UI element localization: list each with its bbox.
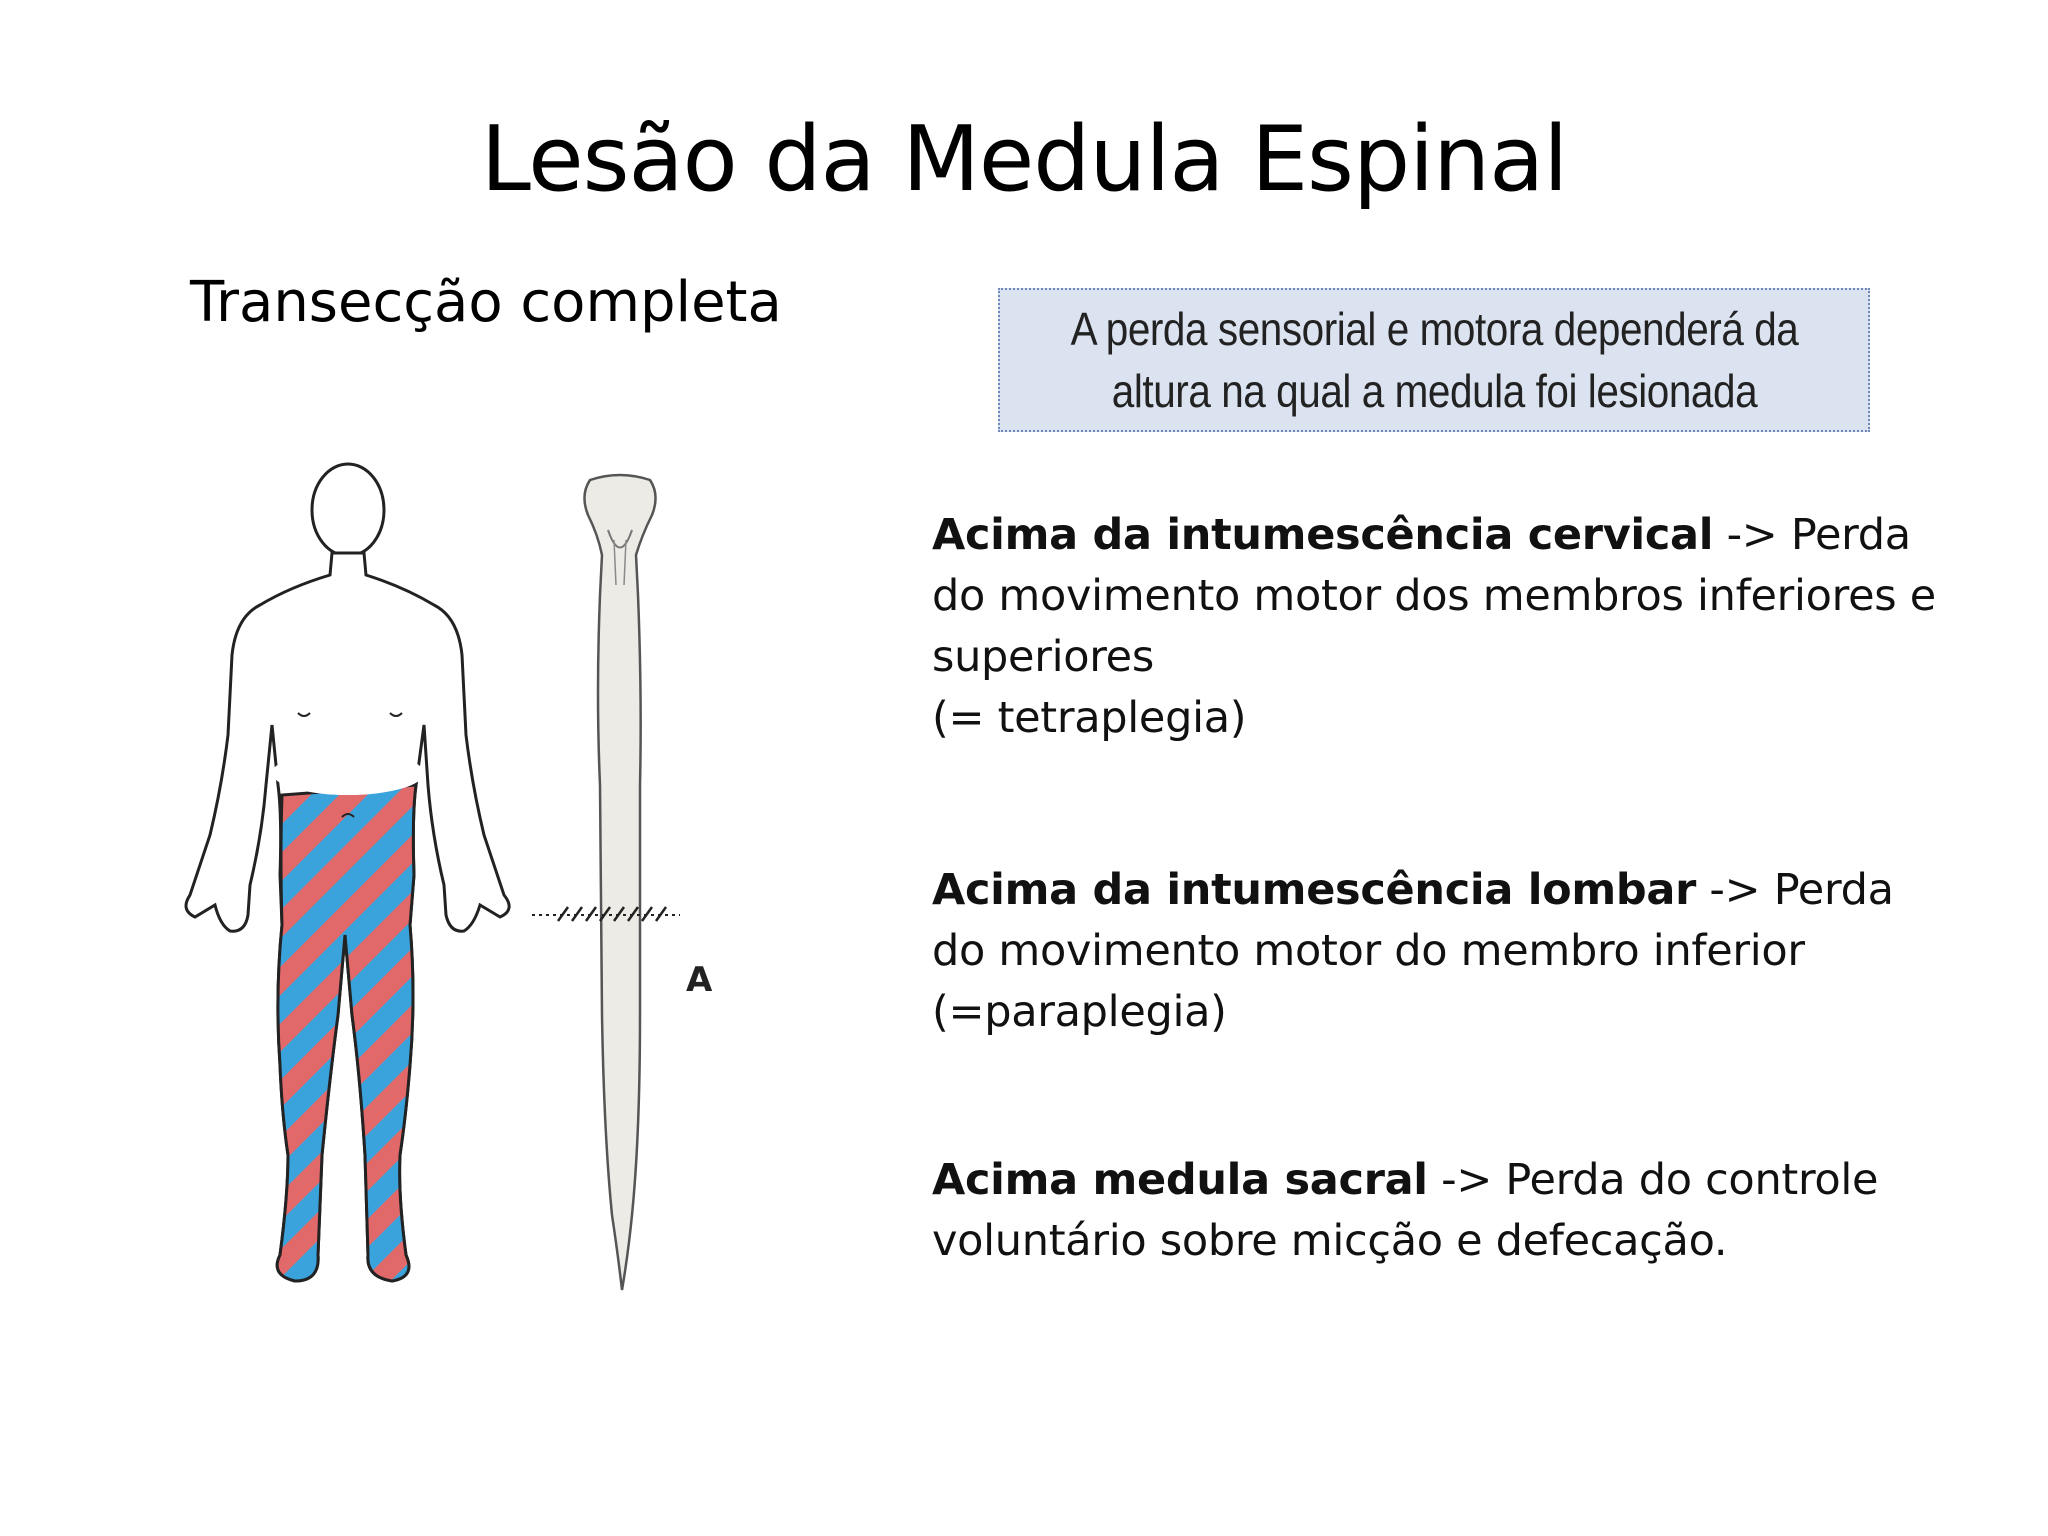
callout-line-1: A perda sensorial e motora dependerá da (1070, 303, 1798, 355)
callout-box (998, 288, 1870, 432)
callout-line-2: altura na qual a medula foi lesionada (1111, 365, 1757, 417)
figure-label-a: A (686, 960, 713, 1000)
item-cervical (932, 505, 1952, 749)
item-cervical-note: (= tetraplegia) (932, 693, 1247, 743)
slide-title: Lesão da Medula Espinal (480, 107, 1568, 212)
slide-subtitle: Transecção completa (190, 270, 782, 335)
item-lombar-bold: Acima da intumescência lombar (932, 865, 1697, 915)
spinal-injury-figure (170, 455, 770, 1355)
item-lombar (932, 860, 1952, 1043)
item-sacral-bold: Acima medula sacral (932, 1155, 1428, 1205)
spinal-cord (532, 475, 680, 1290)
item-sacral-text: -> Perda do controle voluntário sobre micção e defecação. (932, 1155, 1879, 1266)
item-cervical-text: -> Perda do movimento motor dos membros inferiores e superiores (932, 510, 1936, 682)
item-lombar-text: -> Perda do movimento motor do membro inferior (932, 865, 1894, 976)
affected-region (277, 785, 416, 1281)
item-sacral (932, 1150, 1952, 1272)
item-lombar-note: (=paraplegia) (932, 987, 1227, 1037)
item-cervical-bold: Acima da intumescência cervical (932, 510, 1714, 560)
